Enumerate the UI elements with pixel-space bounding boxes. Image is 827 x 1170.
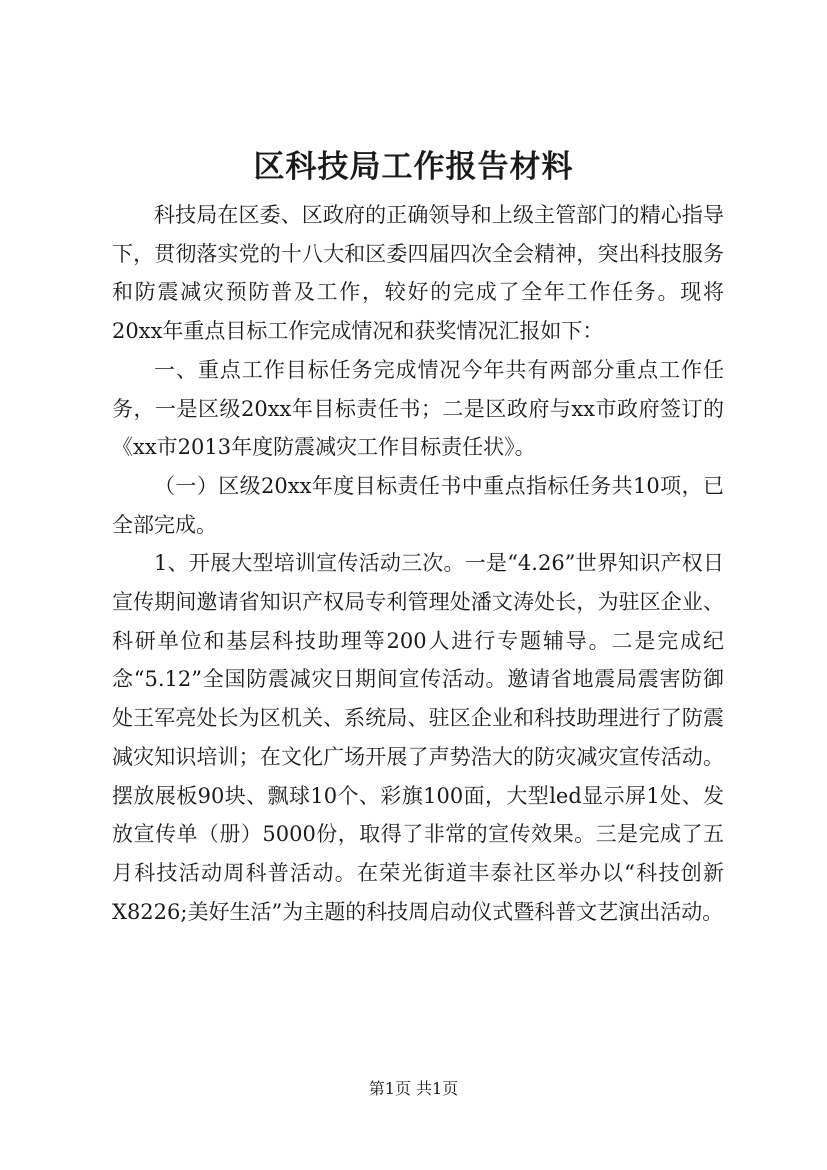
document-title: 区科技局工作报告材料: [253, 149, 574, 185]
document-body: [112, 196, 724, 931]
paragraph-section-one: 一、重点工作目标任务完成情况今年共有两部分重点工作任务，一是区级20xx年目标责任书；二是区政府与xx市政府签订的《xx市2013年度防震减灾工作目标责任状》。: [112, 357, 724, 460]
page-footer: 第1页 共1页: [368, 1079, 459, 1098]
paragraph-intro: 科技局在区委、区政府的正确领导和上级主管部门的精心指导下，贯彻落实党的十八大和区委四届四次全会精神，突出科技服务和防震减灾预防普及工作，较好的完成了全年工作任务。现将20xx年重点目标工作完成情况和获奖情况汇报如下：: [112, 203, 724, 344]
paragraph-subsection-one: （一）区级20xx年度目标责任书中重点指标任务共10项，已全部完成。: [112, 473, 724, 537]
paragraph-item-one: 1、开展大型培训宣传活动三次。一是“4.26”世界知识产权日宣传期间邀请省知识产权局专利管理处潘文涛处长，为驻区企业、科研单位和基层科技助理等200人进行专题辅导。二是完成纪念“5.12”全国防震减灾日期间宣传活动。邀请省地震局震害防御处王军亮处长为区机关、系统局、驻区企业和科技助理进行了防震减灾知识培训；在文化广场开展了声势浩大的防灾减灾宣传活动。摆放展板90块、飘球10个、彩旗100面，大型led显示屏1处、发放宣传单（册）5000份，取得了非常的宣传效果。三是完成了五月科技活动周科普活动。在荣光街道丰泰社区举办以“科技创新X8226;美好生活”为主题的科技周启动仪式暨科普文艺演出活动。: [112, 551, 724, 924]
